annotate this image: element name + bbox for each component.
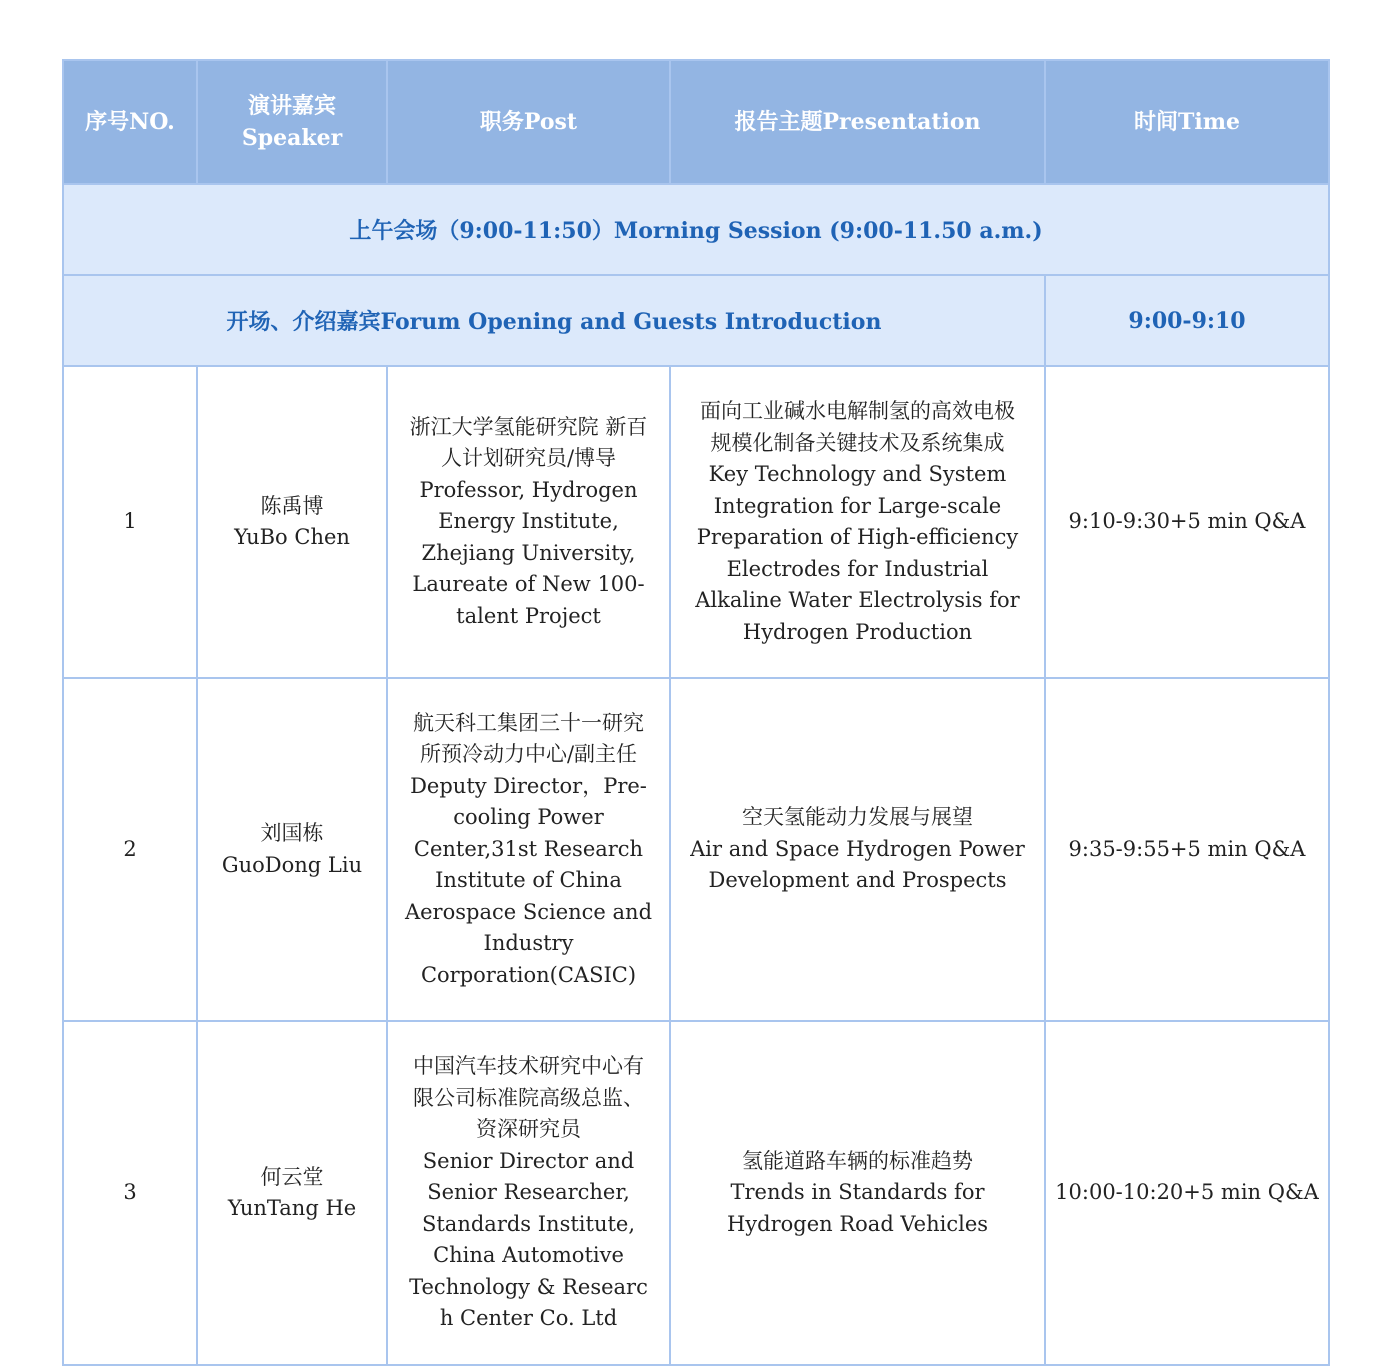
post-line: Zhejiang University, (421, 540, 636, 565)
talk-topic (670, 366, 1045, 678)
opening-title: 开场、介绍嘉宾Forum Opening and Guests Introduction (63, 275, 1045, 366)
topic-line: Alkaline Water Electrolysis for (695, 588, 1020, 612)
talk-speaker (197, 366, 387, 678)
post-line: Professor, Hydrogen (419, 477, 638, 502)
speaker-name-cn: 刘国栋 (260, 821, 324, 845)
talk-post (387, 366, 670, 678)
header-time: 时间Time (1045, 60, 1329, 184)
post-line: Deputy Director，Pre- (410, 773, 647, 798)
post-line: 中国汽车技术研究中心有 (413, 1054, 644, 1079)
topic-line: Trends in Standards for (730, 1180, 985, 1205)
topic-line: Preparation of High-efficiency (696, 525, 1019, 549)
speaker-name-cn: 陈禹博 (260, 493, 324, 518)
opening-time: 9:00-9:10 (1045, 275, 1329, 366)
topic-line: Integration for Large-scale (713, 493, 1002, 518)
post-line: talent Project (456, 603, 601, 628)
speaker-name-en: YunTang He (227, 1196, 357, 1220)
topic-line: Hydrogen Production (742, 619, 973, 644)
post-line: Standards Institute, (421, 1211, 636, 1236)
topic-line: Development and Prospects (708, 868, 1007, 893)
topic-line: 空天氢能动力发展与展望 (742, 805, 973, 830)
post-line: h Center Co. Ltd (439, 1306, 618, 1331)
talk-speaker (197, 678, 387, 1021)
post-line: 浙江大学氢能研究院 新百 (409, 414, 648, 439)
talk-topic (670, 1021, 1045, 1365)
talk-time: 9:10-9:30+5 min Q&A (1045, 366, 1329, 678)
post-line: Laureate of New 100- (412, 572, 645, 597)
talk-post (387, 678, 670, 1021)
post-line: cooling Power (453, 805, 604, 830)
post-line: Technology & Researc (409, 1274, 648, 1299)
post-line: Senior Researcher, (427, 1180, 630, 1205)
topic-line: Key Technology and System (708, 462, 1007, 486)
topic-line: 面向工业碱水电解制氢的高效电极 (700, 399, 1015, 423)
header-speaker (197, 60, 387, 184)
post-line: 人计划研究员/博导 (440, 446, 617, 471)
table-row (63, 366, 1329, 678)
talk-post (387, 1021, 670, 1365)
talk-time: 10:00-10:20+5 min Q&A (1045, 1021, 1329, 1365)
post-line: Institute of China (435, 868, 622, 893)
post-line: 航天科工集团三十一研究 (413, 710, 644, 735)
talk-time: 9:35-9:55+5 min Q&A (1045, 678, 1329, 1021)
post-line: Corporation(CASIC) (420, 962, 637, 987)
topic-line: Air and Space Hydrogen Power (690, 836, 1025, 861)
header-no: 序号NO. (63, 60, 197, 184)
post-line: Aerospace Science and (404, 899, 653, 924)
topic-line: Hydrogen Road Vehicles (726, 1211, 989, 1236)
header-speaker-en: Speaker (241, 125, 343, 151)
post-line: 资深研究员 (476, 1117, 581, 1142)
post-line: Senior Director and (422, 1148, 635, 1173)
post-line: 所预冷动力中心/副主任 (419, 742, 638, 767)
opening-row (63, 275, 1329, 366)
header-post: 职务Post (387, 60, 670, 184)
talk-topic (670, 678, 1045, 1021)
speaker-name-cn: 何云堂 (260, 1164, 324, 1189)
talk-speaker (197, 1021, 387, 1365)
talk-no: 1 (63, 366, 197, 678)
post-line: Center,31st Research (413, 836, 644, 861)
talk-no: 3 (63, 1021, 197, 1365)
speaker-name-en: GuoDong Liu (221, 852, 363, 877)
header-presentation: 报告主题Presentation (670, 60, 1045, 184)
session-title: 上午会场（9:00-11:50）Morning Session (9:00-11.50 a.m.) (63, 184, 1329, 275)
post-line: Industry (483, 931, 574, 956)
topic-line: 氢能道路车辆的标准趋势 (742, 1148, 973, 1173)
speaker-name-en: YuBo Chen (234, 525, 350, 549)
post-line: Energy Institute, (438, 509, 619, 534)
topic-line: Electrodes for Industrial (726, 556, 989, 581)
session-row (63, 184, 1329, 275)
table-row (63, 678, 1329, 1021)
post-line: China Automotive (433, 1243, 624, 1268)
table-header-row (63, 60, 1329, 184)
header-speaker-cn: 演讲嘉宾 (247, 93, 336, 119)
agenda-table (62, 59, 1330, 1366)
table-row (63, 1021, 1329, 1365)
topic-line: 规模化制备关键技术及系统集成 (710, 430, 1005, 455)
post-line: 限公司标准院高级总监、 (413, 1085, 644, 1110)
talk-no: 2 (63, 678, 197, 1021)
